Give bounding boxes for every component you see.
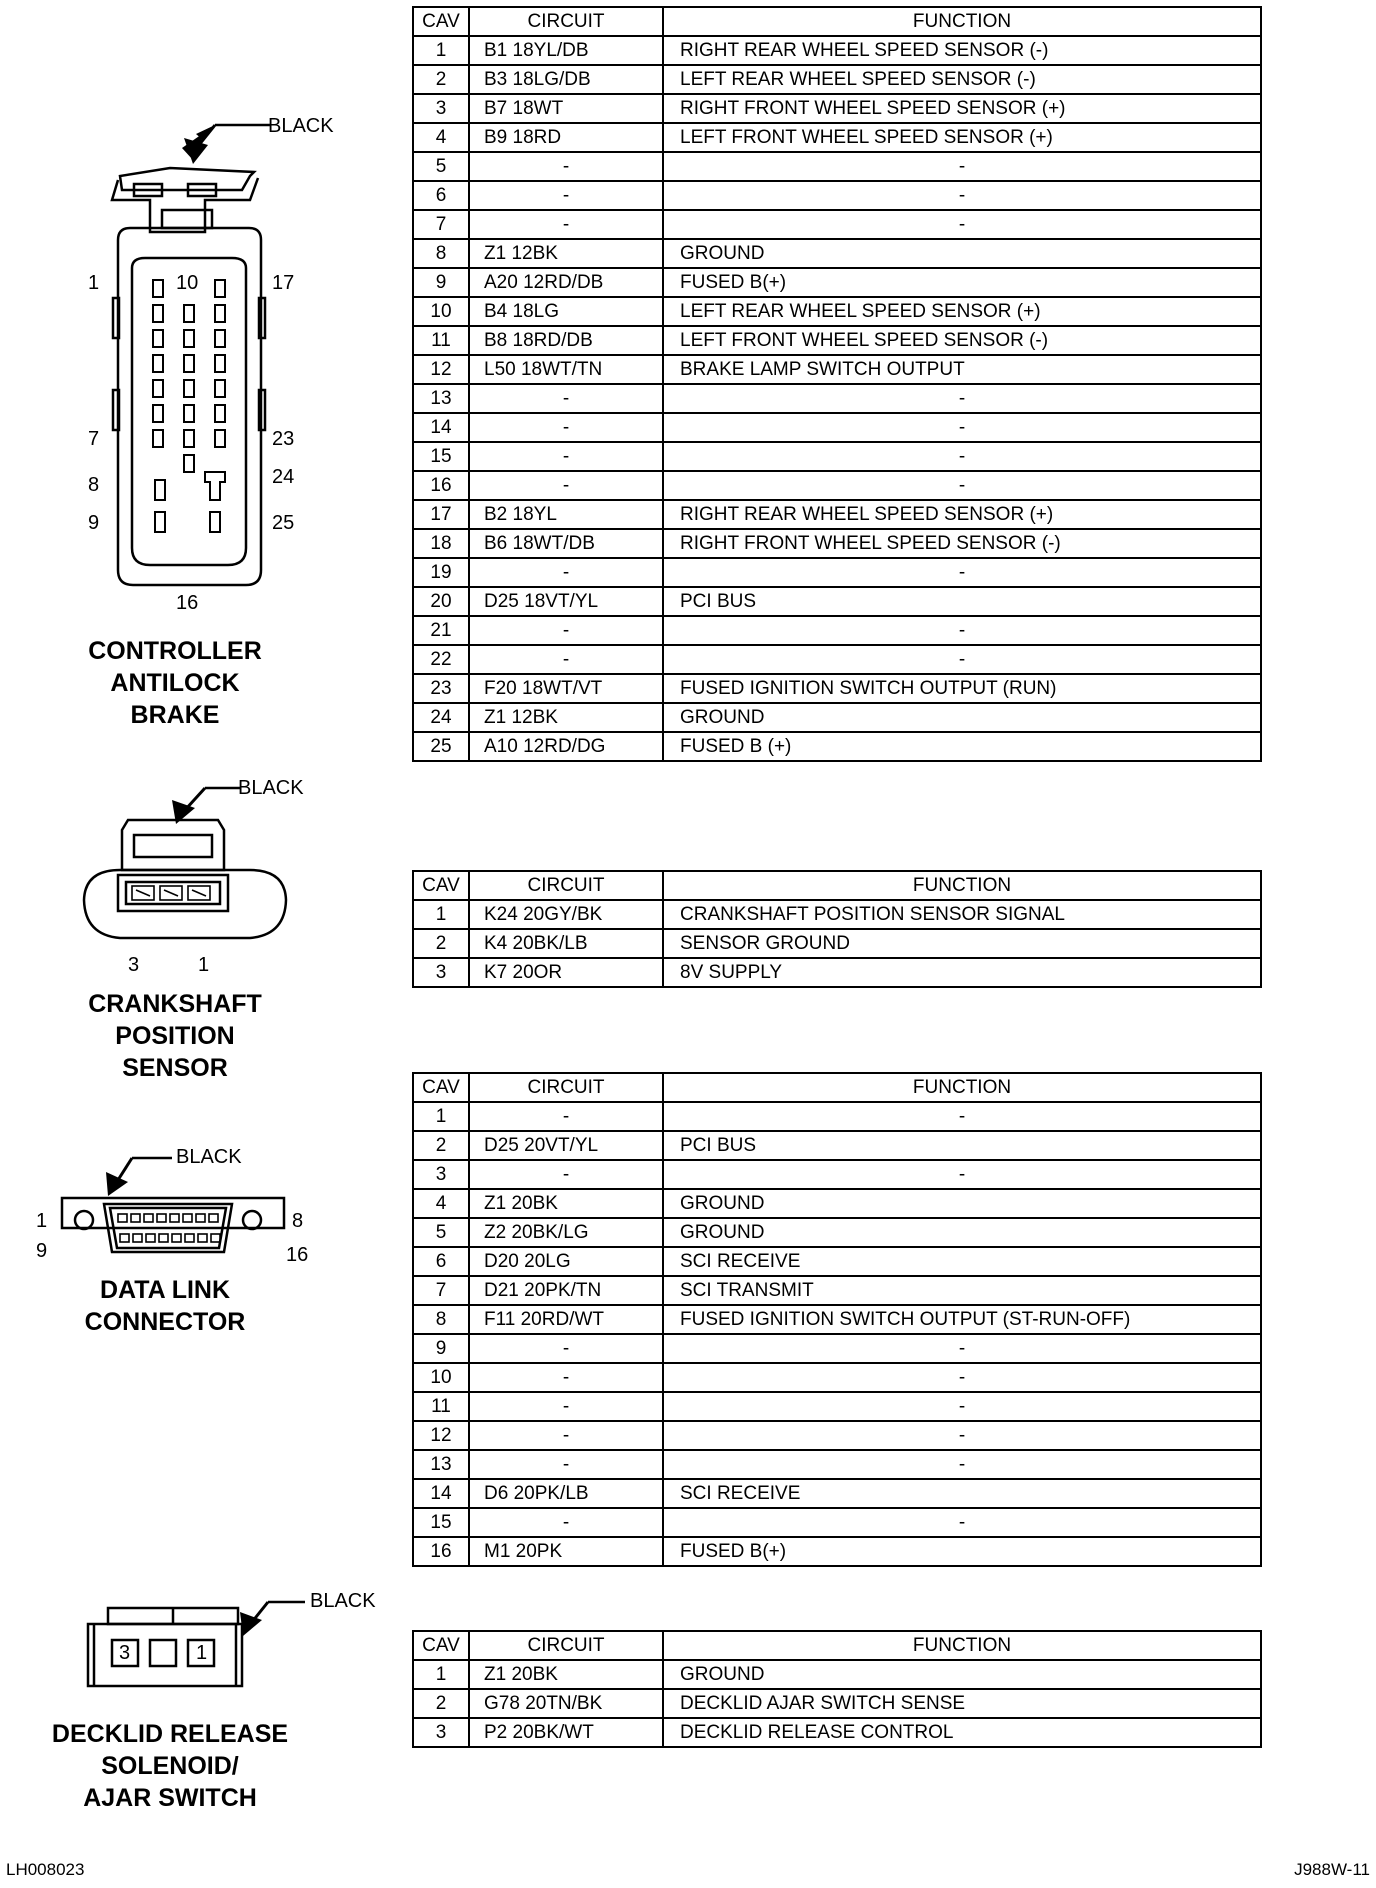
cav-cell: 17: [413, 500, 469, 529]
table-row: [413, 1508, 1261, 1537]
circuit-cell: -: [469, 645, 663, 674]
function-cell: LEFT FRONT WHEEL SPEED SENSOR (+): [663, 123, 1261, 152]
circuit-cell: Z1 12BK: [469, 239, 663, 268]
function-cell: -: [663, 384, 1261, 413]
crankshaft-position-sensor-title: [55, 988, 295, 1084]
table-row: [413, 268, 1261, 297]
table-row: [413, 1160, 1261, 1189]
cav-cell: 8: [413, 239, 469, 268]
cav-cell: 23: [413, 674, 469, 703]
header-function: FUNCTION: [663, 871, 1261, 900]
cav-cell: 3: [413, 1718, 469, 1747]
data-link-connector-pinout-table: [412, 1072, 1262, 1567]
cav-cell: 14: [413, 1479, 469, 1508]
function-cell: RIGHT FRONT WHEEL SPEED SENSOR (+): [663, 94, 1261, 123]
circuit-cell: D25 20VT/YL: [469, 1131, 663, 1160]
table-row: [413, 65, 1261, 94]
cav-cell: 6: [413, 181, 469, 210]
title-line: CONNECTOR: [84, 1308, 246, 1336]
pin-label: 24: [272, 466, 295, 488]
pin-label: 3: [119, 1642, 131, 1664]
table-row: [413, 1689, 1261, 1718]
table-row: [413, 1247, 1261, 1276]
table-header-row: [413, 1631, 1261, 1660]
function-cell: CRANKSHAFT POSITION SENSOR SIGNAL: [663, 900, 1261, 929]
circuit-cell: -: [469, 384, 663, 413]
title-line: AJAR SWITCH: [83, 1784, 257, 1812]
table-row: [413, 355, 1261, 384]
circuit-cell: -: [469, 616, 663, 645]
cav-cell: 16: [413, 1537, 469, 1566]
circuit-cell: -: [469, 558, 663, 587]
circuit-cell: F20 18WT/VT: [469, 674, 663, 703]
circuit-cell: F11 20RD/WT: [469, 1305, 663, 1334]
cav-cell: 15: [413, 442, 469, 471]
decklid-release-pinout-table: [412, 1630, 1262, 1748]
function-cell: -: [663, 1363, 1261, 1392]
pin-label: 1: [196, 1642, 208, 1664]
pin-label: 1: [198, 954, 210, 976]
table-row: [413, 1537, 1261, 1566]
table-row: [413, 500, 1261, 529]
cav-cell: 7: [413, 210, 469, 239]
pin-label: 8: [292, 1210, 304, 1232]
table-row: [413, 1131, 1261, 1160]
function-cell: -: [663, 1334, 1261, 1363]
cav-cell: 18: [413, 529, 469, 558]
function-cell: SCI RECEIVE: [663, 1247, 1261, 1276]
cav-cell: 2: [413, 1131, 469, 1160]
table-row: [413, 326, 1261, 355]
cav-cell: 12: [413, 1421, 469, 1450]
table-row: [413, 1363, 1261, 1392]
table-row: [413, 674, 1261, 703]
title-line: DATA LINK: [99, 1276, 231, 1304]
circuit-cell: K4 20BK/LB: [469, 929, 663, 958]
header-circuit: CIRCUIT: [469, 1631, 663, 1660]
circuit-cell: M1 20PK: [469, 1537, 663, 1566]
table-row: [413, 1450, 1261, 1479]
table-row: [413, 1660, 1261, 1689]
circuit-cell: -: [469, 471, 663, 500]
cav-cell: 10: [413, 297, 469, 326]
pin-label: 25: [272, 512, 295, 534]
pin-label: 16: [176, 592, 199, 614]
cav-cell: 25: [413, 732, 469, 761]
cav-cell: 3: [413, 1160, 469, 1189]
function-cell: -: [663, 616, 1261, 645]
cav-cell: 4: [413, 1189, 469, 1218]
cav-cell: 22: [413, 645, 469, 674]
circuit-cell: B4 18LG: [469, 297, 663, 326]
circuit-cell: A10 12RD/DG: [469, 732, 663, 761]
cav-cell: 13: [413, 384, 469, 413]
function-cell: -: [663, 471, 1261, 500]
function-cell: BRAKE LAMP SWITCH OUTPUT: [663, 355, 1261, 384]
cav-cell: 11: [413, 326, 469, 355]
cav-cell: 5: [413, 1218, 469, 1247]
controller-antilock-brake-title: [55, 635, 295, 731]
title-line: CONTROLLER: [88, 637, 262, 665]
circuit-cell: G78 20TN/BK: [469, 1689, 663, 1718]
pin-label: 16: [286, 1244, 309, 1266]
header-function: FUNCTION: [663, 7, 1261, 36]
cav-cell: 24: [413, 703, 469, 732]
title-line: SENSOR: [122, 1054, 228, 1082]
circuit-cell: -: [469, 413, 663, 442]
table-row: [413, 1392, 1261, 1421]
function-cell: LEFT FRONT WHEEL SPEED SENSOR (-): [663, 326, 1261, 355]
table-row: [413, 558, 1261, 587]
cav-cell: 4: [413, 123, 469, 152]
footer-left-code: LH008023: [6, 1860, 85, 1879]
function-cell: SCI TRANSMIT: [663, 1276, 1261, 1305]
header-circuit: CIRCUIT: [469, 1073, 663, 1102]
table-row: [413, 94, 1261, 123]
function-cell: GROUND: [663, 239, 1261, 268]
circuit-cell: -: [469, 1363, 663, 1392]
cav-cell: 9: [413, 1334, 469, 1363]
circuit-cell: D25 18VT/YL: [469, 587, 663, 616]
data-link-connector-title: [45, 1274, 285, 1338]
circuit-cell: B1 18YL/DB: [469, 36, 663, 65]
circuit-cell: -: [469, 1450, 663, 1479]
cav-cell: 5: [413, 152, 469, 181]
pin-label: 7: [88, 428, 100, 450]
cav-cell: 15: [413, 1508, 469, 1537]
table-row: [413, 239, 1261, 268]
circuit-cell: B6 18WT/DB: [469, 529, 663, 558]
cav-cell: 13: [413, 1450, 469, 1479]
header-cav: CAV: [413, 1631, 469, 1660]
cav-cell: 1: [413, 36, 469, 65]
function-cell: RIGHT REAR WHEEL SPEED SENSOR (-): [663, 36, 1261, 65]
decklid-release-title: [40, 1718, 300, 1814]
circuit-cell: -: [469, 1392, 663, 1421]
header-cav: CAV: [413, 7, 469, 36]
table-row: [413, 471, 1261, 500]
function-cell: DECKLID RELEASE CONTROL: [663, 1718, 1261, 1747]
circuit-cell: D21 20PK/TN: [469, 1276, 663, 1305]
table-row: [413, 1421, 1261, 1450]
table-row: [413, 732, 1261, 761]
title-line: POSITION: [115, 1022, 235, 1050]
circuit-cell: Z1 20BK: [469, 1189, 663, 1218]
circuit-cell: -: [469, 1421, 663, 1450]
pin-label: 3: [128, 954, 140, 976]
function-cell: GROUND: [663, 1189, 1261, 1218]
function-cell: -: [663, 558, 1261, 587]
circuit-cell: A20 12RD/DB: [469, 268, 663, 297]
circuit-cell: B9 18RD: [469, 123, 663, 152]
function-cell: -: [663, 152, 1261, 181]
circuit-cell: Z1 12BK: [469, 703, 663, 732]
pin-label: 9: [36, 1240, 48, 1262]
circuit-cell: B7 18WT: [469, 94, 663, 123]
table-row: [413, 1189, 1261, 1218]
table-row: [413, 529, 1261, 558]
table-row: [413, 413, 1261, 442]
circuit-cell: -: [469, 181, 663, 210]
function-cell: SCI RECEIVE: [663, 1479, 1261, 1508]
table-row: [413, 645, 1261, 674]
table-row: [413, 442, 1261, 471]
function-cell: SENSOR GROUND: [663, 929, 1261, 958]
table-row: [413, 900, 1261, 929]
function-cell: FUSED IGNITION SWITCH OUTPUT (RUN): [663, 674, 1261, 703]
pin-label: 1: [36, 1210, 48, 1232]
function-cell: -: [663, 1508, 1261, 1537]
function-cell: LEFT REAR WHEEL SPEED SENSOR (-): [663, 65, 1261, 94]
table-row: [413, 1718, 1261, 1747]
function-cell: -: [663, 645, 1261, 674]
title-line: ANTILOCK: [110, 669, 240, 697]
cav-cell: 1: [413, 1102, 469, 1131]
cav-cell: 1: [413, 1660, 469, 1689]
pin-label: 23: [272, 428, 295, 450]
cav-cell: 21: [413, 616, 469, 645]
pin-label: 8: [88, 474, 100, 496]
circuit-cell: P2 20BK/WT: [469, 1718, 663, 1747]
table-row: [413, 929, 1261, 958]
table-row: [413, 1305, 1261, 1334]
circuit-cell: -: [469, 442, 663, 471]
header-function: FUNCTION: [663, 1631, 1261, 1660]
function-cell: PCI BUS: [663, 587, 1261, 616]
table-row: [413, 958, 1261, 987]
title-line: SOLENOID/: [101, 1752, 239, 1780]
table-row: [413, 1479, 1261, 1508]
table-row: [413, 703, 1261, 732]
cav-cell: 9: [413, 268, 469, 297]
circuit-cell: K7 20OR: [469, 958, 663, 987]
table-row: [413, 587, 1261, 616]
table-row: [413, 1276, 1261, 1305]
cav-cell: 12: [413, 355, 469, 384]
function-cell: 8V SUPPLY: [663, 958, 1261, 987]
decklid-release-connector-drawing: [0, 0, 1, 1]
pin-label: 10: [176, 272, 199, 294]
table-header-row: [413, 7, 1261, 36]
function-cell: GROUND: [663, 1660, 1261, 1689]
table-header-row: [413, 871, 1261, 900]
header-function: FUNCTION: [663, 1073, 1261, 1102]
table-row: [413, 384, 1261, 413]
circuit-cell: B3 18LG/DB: [469, 65, 663, 94]
title-line: DECKLID RELEASE: [51, 1720, 289, 1748]
function-cell: GROUND: [663, 703, 1261, 732]
crankshaft-position-sensor-pinout-table: [412, 870, 1262, 988]
circuit-cell: Z1 20BK: [469, 1660, 663, 1689]
table-row: [413, 36, 1261, 65]
function-cell: GROUND: [663, 1218, 1261, 1247]
circuit-cell: -: [469, 210, 663, 239]
cav-cell: 1: [413, 900, 469, 929]
table-header-row: [413, 1073, 1261, 1102]
cav-cell: 2: [413, 1689, 469, 1718]
cav-cell: 14: [413, 413, 469, 442]
cav-cell: 3: [413, 958, 469, 987]
circuit-cell: -: [469, 1334, 663, 1363]
circuit-cell: K24 20GY/BK: [469, 900, 663, 929]
table-row: [413, 1102, 1261, 1131]
pin-label: 9: [88, 512, 100, 534]
function-cell: PCI BUS: [663, 1131, 1261, 1160]
title-line: CRANKSHAFT: [88, 990, 262, 1018]
table-row: [413, 210, 1261, 239]
circuit-cell: D20 20LG: [469, 1247, 663, 1276]
cav-cell: 19: [413, 558, 469, 587]
function-cell: LEFT REAR WHEEL SPEED SENSOR (+): [663, 297, 1261, 326]
circuit-cell: L50 18WT/TN: [469, 355, 663, 384]
controller-antilock-brake-pinout-table: [412, 6, 1262, 762]
function-cell: FUSED B (+): [663, 732, 1261, 761]
function-cell: -: [663, 1102, 1261, 1131]
function-cell: RIGHT REAR WHEEL SPEED SENSOR (+): [663, 500, 1261, 529]
circuit-cell: -: [469, 1508, 663, 1537]
cav-cell: 2: [413, 65, 469, 94]
function-cell: -: [663, 1421, 1261, 1450]
function-cell: -: [663, 1450, 1261, 1479]
circuit-cell: -: [469, 152, 663, 181]
header-circuit: CIRCUIT: [469, 871, 663, 900]
cav-cell: 11: [413, 1392, 469, 1421]
table-row: [413, 152, 1261, 181]
cav-cell: 3: [413, 94, 469, 123]
cav-cell: 8: [413, 1305, 469, 1334]
header-cav: CAV: [413, 871, 469, 900]
crankshaft-color-label: BLACK: [238, 777, 304, 799]
footer-right-code: J988W-11: [1294, 1860, 1370, 1879]
cav-cell: 16: [413, 471, 469, 500]
function-cell: DECKLID AJAR SWITCH SENSE: [663, 1689, 1261, 1718]
cav-cell: 6: [413, 1247, 469, 1276]
pin-label: 17: [272, 272, 295, 294]
function-cell: -: [663, 1392, 1261, 1421]
function-cell: FUSED B(+): [663, 1537, 1261, 1566]
function-cell: -: [663, 442, 1261, 471]
circuit-cell: B2 18YL: [469, 500, 663, 529]
cav-cell: 2: [413, 929, 469, 958]
title-line: BRAKE: [130, 701, 220, 729]
table-row: [413, 1334, 1261, 1363]
header-cav: CAV: [413, 1073, 469, 1102]
data-link-color-label: BLACK: [176, 1146, 242, 1168]
function-cell: -: [663, 181, 1261, 210]
function-cell: -: [663, 413, 1261, 442]
cav-cell: 20: [413, 587, 469, 616]
cav-cell: 7: [413, 1276, 469, 1305]
circuit-cell: D6 20PK/LB: [469, 1479, 663, 1508]
table-row: [413, 123, 1261, 152]
decklid-color-label: BLACK: [310, 1590, 376, 1612]
pin-label: 1: [88, 272, 100, 294]
table-row: [413, 1218, 1261, 1247]
function-cell: -: [663, 1160, 1261, 1189]
function-cell: FUSED B(+): [663, 268, 1261, 297]
circuit-cell: -: [469, 1160, 663, 1189]
table-row: [413, 181, 1261, 210]
cav-cell: 10: [413, 1363, 469, 1392]
table-row: [413, 616, 1261, 645]
function-cell: -: [663, 210, 1261, 239]
circuit-cell: -: [469, 1102, 663, 1131]
controller-color-label: BLACK: [268, 115, 334, 137]
table-row: [413, 297, 1261, 326]
header-circuit: CIRCUIT: [469, 7, 663, 36]
function-cell: RIGHT FRONT WHEEL SPEED SENSOR (-): [663, 529, 1261, 558]
function-cell: FUSED IGNITION SWITCH OUTPUT (ST-RUN-OFF): [663, 1305, 1261, 1334]
circuit-cell: B8 18RD/DB: [469, 326, 663, 355]
circuit-cell: Z2 20BK/LG: [469, 1218, 663, 1247]
